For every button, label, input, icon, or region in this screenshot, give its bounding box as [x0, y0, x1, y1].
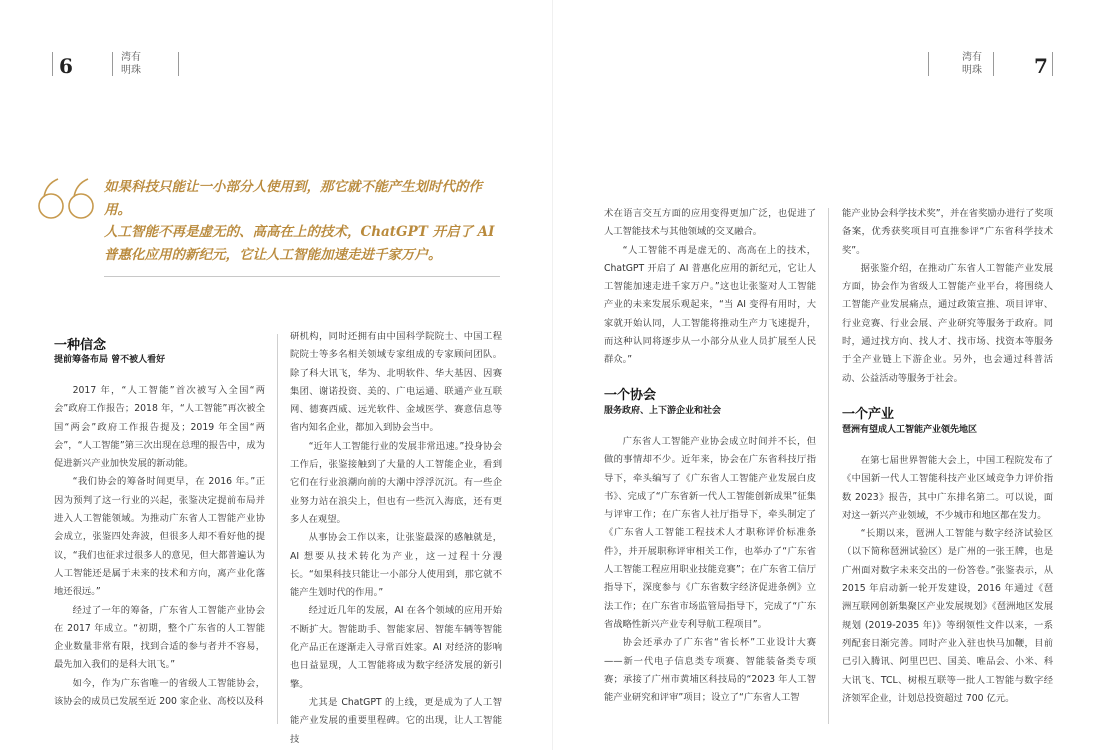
paragraph: 从事协会工作以来，让张鉴最深的感触就是，AI 想要从技术转化为产业，这一过程十分漫长。“如果科技只能让一小部分人使用到，那它就不能产生划时代的作用。” [290, 532, 502, 599]
page-number-right: 7 [1034, 54, 1048, 78]
magazine-title-left [121, 51, 141, 77]
paragraph: 据张鉴介绍，在推动广东省人工智能产业发展方面，协会作为省级人工智能产业平台，将围绕人工智能产业发展痛点，通过政策宣推、项目评审、行业竞赛、行业会展、产业研究等服务于政府。同时，通过找方向、找人才、找市场、找资本等服务于全产业链上下游企业。另外，也会通过科普活动、公益活动等服务于社会。 [842, 262, 1053, 384]
paragraph: 经过近几年的发展，AI 在各个领域的应用开始不断扩大。智能助手、智能家居、智能车辆等智能化产品正在逐渐走入寻常百姓家。AI 对经济的影响也日益显现，人工智能将成为数字经济发展的新引擎。 [290, 605, 502, 690]
section-subheading: 服务政府、上下游企业和社会 [604, 406, 722, 416]
column-divider [277, 334, 278, 724]
paragraph: 2017 年，“人工智能”首次被写入全国“两会”政府工作报告；2018 年，“人工智能”再次被全国“两会”政府工作报告提及；2019 年全国“两会”，“人工智能”第三次出现在总理的报告中，成为促进新兴产业加快发展的新动能。 [54, 385, 265, 470]
paragraph: 尤其是 ChatGPT 的上线，更是成为了人工智能产业发展的重要里程碑。它的出现，让人工智能技 [290, 696, 502, 745]
section-subheading: 琶洲有望成人工智能产业领先地区 [842, 425, 978, 435]
section-heading: 一种信念 [54, 338, 107, 353]
magazine-title-line: 湾有 [962, 52, 982, 63]
magazine-title-line: 明珠 [962, 65, 982, 76]
paragraph: 能产业协会科学技术奖”，并在省奖励办进行了奖项备案，优秀获奖项目可直推参评“广东省科学技术奖”。 [842, 208, 1053, 256]
paragraph: 术在语言交互方面的应用变得更加广泛，也促进了人工智能技术与其他领域的交叉融合。 [604, 208, 816, 238]
header-rule [112, 52, 113, 76]
paragraph: “我们协会的筹备时间更早，在 2016 年。”正因为预判了这一行业的兴起，张鉴决定提前布局并进入人工智能领域。为推动广东省人工智能产业协会成立，张鉴四处奔波，但很多人却不看好他的提议，“我们也征求过很多人的意见，但大都普遍认为人工智能还是属于未来的技术和方向，离产业化落地还很远。” [54, 476, 265, 598]
section-heading: 一个协会 [604, 388, 657, 403]
text-column-3-top [604, 205, 816, 370]
page-number-left: 6 [59, 54, 73, 78]
text-column-4-top [842, 205, 1053, 388]
section-heading: 一个产业 [842, 407, 895, 422]
text-column-2 [290, 328, 502, 749]
paragraph: 如今，作为广东省唯一的省级人工智能协会，该协会的成员已发展至近 200 家企业、高校以及科 [54, 677, 265, 708]
header-rule [52, 52, 53, 76]
paragraph: 经过了一年的筹备，广东省人工智能产业协会在 2017 年成立。“初期，整个广东省的人工智能企业数量非常有限，找到合适的参与者并不容易，最先加入我们的是科大讯飞。” [54, 604, 265, 671]
paragraph: 研机构，同时还拥有由中国科学院院士、中国工程院院士等多名相关领域专家组成的专家顾问团队。除了科大讯飞，华为、北明软件、华大基因、因赛集团、谢诺投资、美的、广电运通、联通产业互联网、德赛西威、远光软件、金域医学、赛意信息等省内知名企业，都加入到协会当中。 [290, 331, 502, 434]
page-gutter [552, 0, 553, 750]
quote-mark-icon [36, 176, 98, 220]
header-rule [1052, 52, 1053, 76]
header-rule [178, 52, 179, 76]
paragraph: “人工智能不再是虚无的、高高在上的技术，ChatGPT 开启了 AI 普惠化应用的新纪元，它让人工智能加速走进千家万户。”这也让张鉴对人工智能产业的未来发展乐观起来，“当 AI 变得有用时，大家就开始认同，人工智能将推动生产力飞速提升，而这种认同将逐步从一小部分从业人员扩展至人民群众。” [604, 244, 816, 366]
magazine-title-line: 明珠 [121, 65, 141, 76]
pull-quote-line-2: 人工智能不再是虚无的、高高在上的技术，ChatGPT 开启了 AI 普惠化应用的新纪元，它让人工智能加速走进千家万户。 [104, 224, 495, 263]
quote-divider [104, 276, 500, 277]
column-divider [828, 208, 829, 724]
text-column-4-bottom [842, 452, 1053, 708]
text-column-1 [54, 382, 265, 711]
paragraph: 在第七届世界智能大会上，中国工程院发布了《中国新一代人工智能科技产业区域竞争力评价指数 2023》报告，其中广东排名第二。可以说，面对这一新兴产业领域，不少城市和地区都在发力。 [842, 455, 1053, 521]
header-rule [928, 52, 929, 76]
text-column-3-bottom [604, 433, 816, 707]
header-rule [993, 52, 994, 76]
paragraph: 广东省人工智能产业协会成立时间并不长，但做的事情却不少。近年来，协会在广东省科技厅指导下，牵头编写了《广东省人工智能产业发展白皮书》、完成了“广东省新一代人工智能创新成果”征集与评审工作；在广东省人社厅指导下，牵头制定了《广东省人工智能工程技术人才职称评价标准条件》，并开展职称评审相关工作，也举办了“广东省人工智能工程应用职业技能竞赛”；在广东省工信厅指导下，深度参与《广东省数字经济促进条例》立法工作；在广东省市场监管局指导下，完成了“广东省战略性新兴产业专利导航工程项目”。 [604, 436, 816, 630]
pull-quote-line-1: 如果科技只能让一小部分人使用到，那它就不能产生划时代的作用。 [104, 179, 482, 218]
paragraph: “长期以来，琶洲人工智能与数字经济试验区（以下简称琶洲试验区）是广州的一张王牌，也是广州面对数字未来交出的一份答卷。”张鉴表示，从 2015 年启动新一轮开发建设，2016 年通过《琶洲互联网创新集聚区产业发展规划》《琶洲地区发展规划 (2019-2035 年)》等纲领性文件以来，一系列配套日渐完善。同时产业入驻也快马加鞭，目前已引入腾讯、阿里巴巴、国美、唯品会、小米、科大讯飞、TCL、树根互联等一批人工智能与数字经济领军企业，计划总投资超过 700 亿元。 [842, 528, 1053, 704]
paragraph: “近年人工智能行业的发展非常迅速。”投身协会工作后，张鉴接触到了大量的人工智能企业，看到它们在行业浪潮向前的大潮中浮浮沉沉。有一些企业努力站在浪尖上，但也有一些沉入海底，还有更多人在观望。 [290, 440, 502, 525]
magazine-title-line: 湾有 [121, 52, 141, 63]
paragraph: 协会还承办了广东省“省长杯”工业设计大赛——新一代电子信息类专项赛、智能装备类专项赛；承接了广州市黄埔区科技局的“2023 年人工智能产业研究和评审”项目；设立了“广东省人工智 [604, 637, 816, 704]
section-subheading: 提前筹备布局 曾不被人看好 [54, 355, 166, 365]
magazine-title-right [962, 51, 982, 77]
